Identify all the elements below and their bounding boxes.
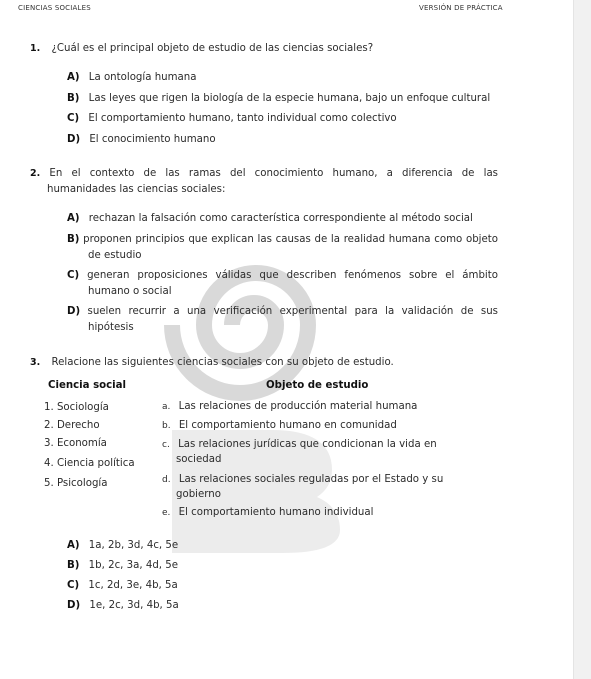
- option-letter: A): [67, 72, 80, 83]
- object-text: El comportamiento humano en comunidad: [178, 420, 397, 431]
- question-number: 1.: [30, 43, 41, 54]
- q2-option-c[interactable]: [67, 268, 498, 284]
- option-text: rechazan la falsación como característica correspondiente al método social: [88, 213, 473, 224]
- question-3: [30, 355, 394, 371]
- q1-option-a[interactable]: [67, 70, 197, 86]
- option-text: La ontología humana: [88, 72, 197, 83]
- q3-option-d[interactable]: [67, 598, 179, 614]
- question-text: Relacione las siguientes ciencias sociales con su objeto de estudio.: [51, 357, 394, 368]
- question-number: 3.: [30, 357, 41, 368]
- object-text-cont: gobierno: [176, 489, 221, 500]
- option-letter: B): [67, 93, 80, 104]
- q3-option-b[interactable]: [67, 558, 178, 574]
- q2-option-d[interactable]: [67, 304, 498, 320]
- option-text: 1b, 2c, 3a, 4d, 5e: [88, 560, 179, 571]
- q2-option-b[interactable]: [67, 232, 498, 248]
- object-letter: c.: [162, 440, 170, 450]
- q2-option-a[interactable]: [67, 211, 473, 227]
- object-letter: b.: [162, 421, 171, 431]
- option-letter: B): [67, 234, 80, 245]
- q1-option-b[interactable]: [67, 91, 490, 107]
- object-letter: a.: [162, 402, 171, 412]
- question-text: ¿Cuál es el principal objeto de estudio de las ciencias sociales?: [51, 43, 374, 54]
- option-text: generan proposiciones válidas que describen fenómenos sobre el ámbito: [87, 270, 498, 281]
- option-letter: C): [67, 270, 80, 281]
- option-text: El conocimiento humano: [89, 134, 216, 145]
- science-item: 1. Sociología: [44, 402, 109, 413]
- object-text: Las relaciones jurídicas que condicionan la vida en: [178, 439, 437, 450]
- header-subject: CIENCIAS SOCIALES: [18, 4, 91, 12]
- object-item: [162, 505, 373, 522]
- science-item: 2. Derecho: [44, 420, 100, 431]
- question-1: [30, 41, 373, 57]
- option-letter: C): [67, 580, 80, 591]
- option-letter: D): [67, 134, 81, 145]
- q3-option-a[interactable]: [67, 538, 178, 554]
- object-item: [162, 399, 417, 416]
- object-letter: e.: [162, 508, 171, 518]
- question-2-line-2: humanidades las ciencias sociales:: [47, 184, 226, 195]
- object-letter: d.: [162, 475, 171, 485]
- object-text-cont: sociedad: [176, 454, 222, 465]
- question-2-line-1: [30, 166, 498, 182]
- option-letter: A): [67, 540, 80, 551]
- option-letter: B): [67, 560, 80, 571]
- option-text: suelen recurrir a una verificación experimental para la validación de sus: [87, 306, 498, 317]
- option-letter: D): [67, 600, 81, 611]
- option-letter: A): [67, 213, 80, 224]
- option-text-cont: hipótesis: [88, 322, 134, 333]
- science-item: 3. Economía: [44, 438, 107, 449]
- q1-option-d[interactable]: [67, 132, 216, 148]
- option-text: 1c, 2d, 3e, 4b, 5a: [88, 580, 178, 591]
- object-text: Las relaciones de producción material humana: [178, 401, 418, 412]
- option-text: proponen principios que explican las causas de la realidad humana como objeto: [83, 234, 498, 245]
- column-header-object: Objeto de estudio: [266, 380, 369, 391]
- object-item: [162, 418, 397, 435]
- question-number: 2.: [30, 168, 41, 179]
- option-text-cont: humano o social: [88, 286, 172, 297]
- vertical-scrollbar[interactable]: [573, 0, 591, 679]
- option-letter: C): [67, 113, 80, 124]
- option-text: El comportamiento humano, tanto individual como colectivo: [88, 113, 397, 124]
- header-version: VERSIÓN DE PRÁCTICA: [419, 4, 503, 12]
- option-letter: D): [67, 306, 81, 317]
- q3-option-c[interactable]: [67, 578, 178, 594]
- option-text: 1e, 2c, 3d, 4b, 5a: [89, 600, 179, 611]
- option-text: Las leyes que rigen la biología de la especie humana, bajo un enfoque cultural: [88, 93, 491, 104]
- science-item: 4. Ciencia política: [44, 458, 135, 469]
- science-item: 5. Psicología: [44, 478, 108, 489]
- column-header-science: Ciencia social: [48, 380, 127, 391]
- object-text: Las relaciones sociales reguladas por el Estado y su: [178, 474, 444, 485]
- option-text-cont: de estudio: [88, 250, 142, 261]
- question-text: En el contexto de las ramas del conocimiento humano, a diferencia de las: [49, 168, 498, 179]
- option-text: 1a, 2b, 3d, 4c, 5e: [88, 540, 179, 551]
- object-text: El comportamiento humano individual: [178, 507, 374, 518]
- q1-option-c[interactable]: [67, 111, 397, 127]
